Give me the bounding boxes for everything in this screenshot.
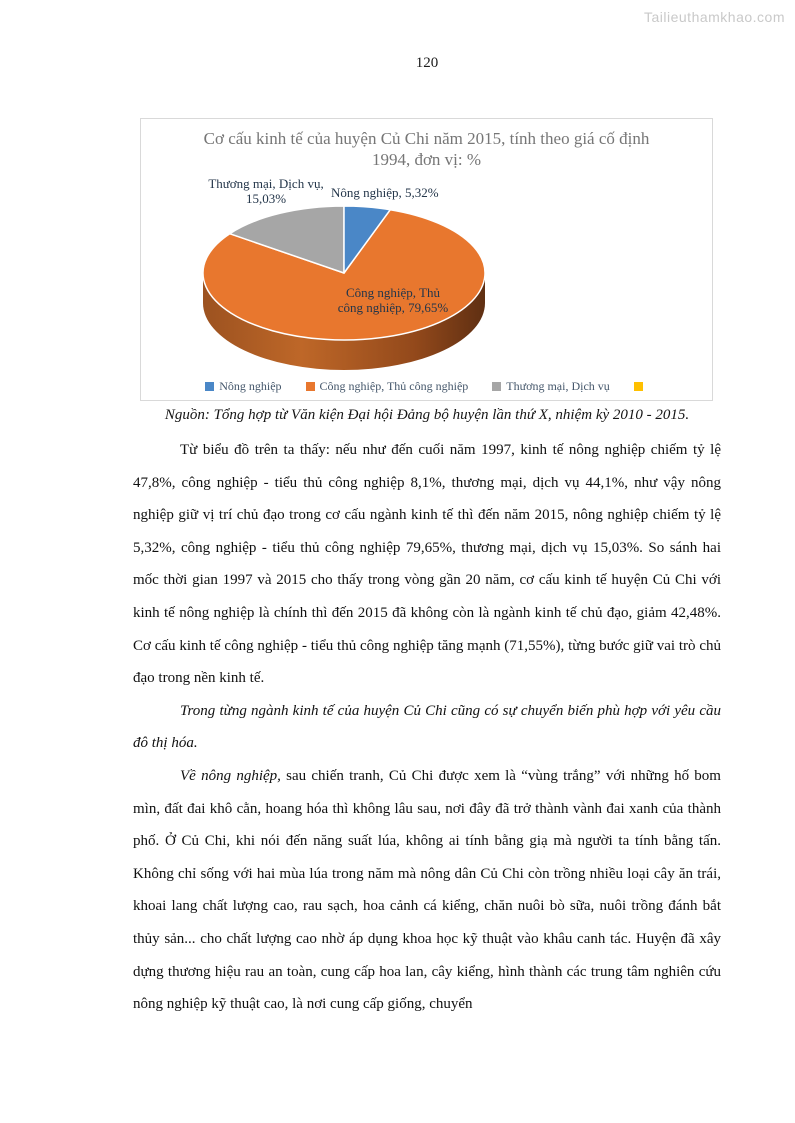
body-text <box>133 434 721 1021</box>
data-label-industry-line1: Công nghiệp, Thủ <box>345 285 440 300</box>
paragraph-lead: Về nông nghiệp, <box>180 767 281 784</box>
pie-chart-panel <box>140 118 713 401</box>
legend-item-agriculture <box>205 379 281 394</box>
data-label-trade-line2: 15,03% <box>245 191 287 206</box>
paragraph-transition: Trong từng ngành kinh tế của huyện Củ Chi cũng có sự chuyển biến phù hợp với yêu cầu đô thị hóa. <box>133 702 721 752</box>
data-label-trade-line1: Thương mại, Dịch vụ, <box>208 176 324 191</box>
legend-swatch-orange <box>306 382 315 391</box>
chart-source-caption: Nguồn: Tổng hợp từ Văn kiện Đại hội Đảng bộ huyện lần thứ X, nhiệm kỳ 2010 - 2015. <box>164 407 690 423</box>
legend-label: Thương mại, Dịch vụ <box>506 379 610 393</box>
legend-item-extra <box>634 382 648 391</box>
legend-swatch-gray <box>492 382 501 391</box>
pie-chart <box>141 119 712 400</box>
data-label-industry-line2: công nghiệp, 79,65% <box>337 300 449 315</box>
legend-item-industry <box>306 379 469 394</box>
legend-label: Nông nghiệp <box>219 379 282 393</box>
paragraph-comparison: Từ biểu đồ trên ta thấy: nếu như đến cuối năm 1997, kinh tế nông nghiệp chiếm tỷ lệ 47,8%, công nghiệp - tiểu thủ công nghiệp 8,1%, thương mại, dịch vụ 44,1%, như vậy nông nghiệp giữ vị trí chủ đạo trong cơ cấu ngành kinh tế thì đến năm 2015, nông nghiệp chiếm tỷ lệ 5,32%, công nghiệp - tiểu thủ công nghiệp 79,65%, thương mại, dịch vụ 15,03%. So sánh hai mốc thời gian 1997 và 2015 cho thấy trong vòng gần 20 năm, cơ cấu kinh tế huyện Củ Chi với kinh tế nông nghiệp là chính thì đến 2015 đã không còn là ngành kinh tế chủ đạo, giảm 42,48%. Cơ cấu kinh tế công nghiệp - tiểu thủ công nghiệp tăng mạnh (71,55%), từng bước giữ vai trò chủ đạo trong nền kinh tế. <box>133 442 721 687</box>
data-label-industry <box>307 285 479 315</box>
legend-swatch-blue <box>205 382 214 391</box>
page-number: 120 <box>415 55 439 71</box>
site-watermark: Tailieuthamkhao.com <box>643 9 785 25</box>
legend-label: Công nghiệp, Thủ công nghiệp <box>319 379 469 393</box>
data-label-agriculture: Nông nghiệp, 5,32% <box>331 185 439 200</box>
paragraph-agriculture <box>133 760 721 1021</box>
legend-swatch-yellow <box>634 382 643 391</box>
paragraph-rest: sau chiến tranh, Củ Chi được xem là “vùng trắng” với những hố bom mìn, đất đai khô cằn, hoang hóa thì không lâu sau, nơi đây đã trở thành vành đai xanh của thành phố. Ở Củ Chi, khi nói đến năng suất lúa, không ai tính bằng giạ mà người ta tính bằng tấn. Không chỉ sống với hai mùa lúa trong năm mà nông dân Củ Chi còn trồng nhiều loại cây ăn trái, khoai lang chất lượng cao, rau sạch, hoa cảnh cá kiểng, chăn nuôi bò sữa, nuôi trồng đánh bắt thủy sản... cho chất lượng cao nhờ áp dụng khoa học kỹ thuật vào khâu canh tác. Huyện đã xây dựng thương hiệu rau an toàn, cung cấp hoa lan, cây kiểng, hình thành các trung tâm nghiên cứu nông nghiệp kỹ thuật cao, là nơi cung cấp giống, chuyển <box>133 767 721 1013</box>
chart-legend <box>141 379 712 394</box>
chart-title: Cơ cấu kinh tế của huyện Củ Chi năm 2015, tính theo giá cố định 1994, đơn vị: % <box>203 129 650 169</box>
data-label-trade <box>186 176 346 206</box>
legend-item-trade <box>492 379 610 394</box>
